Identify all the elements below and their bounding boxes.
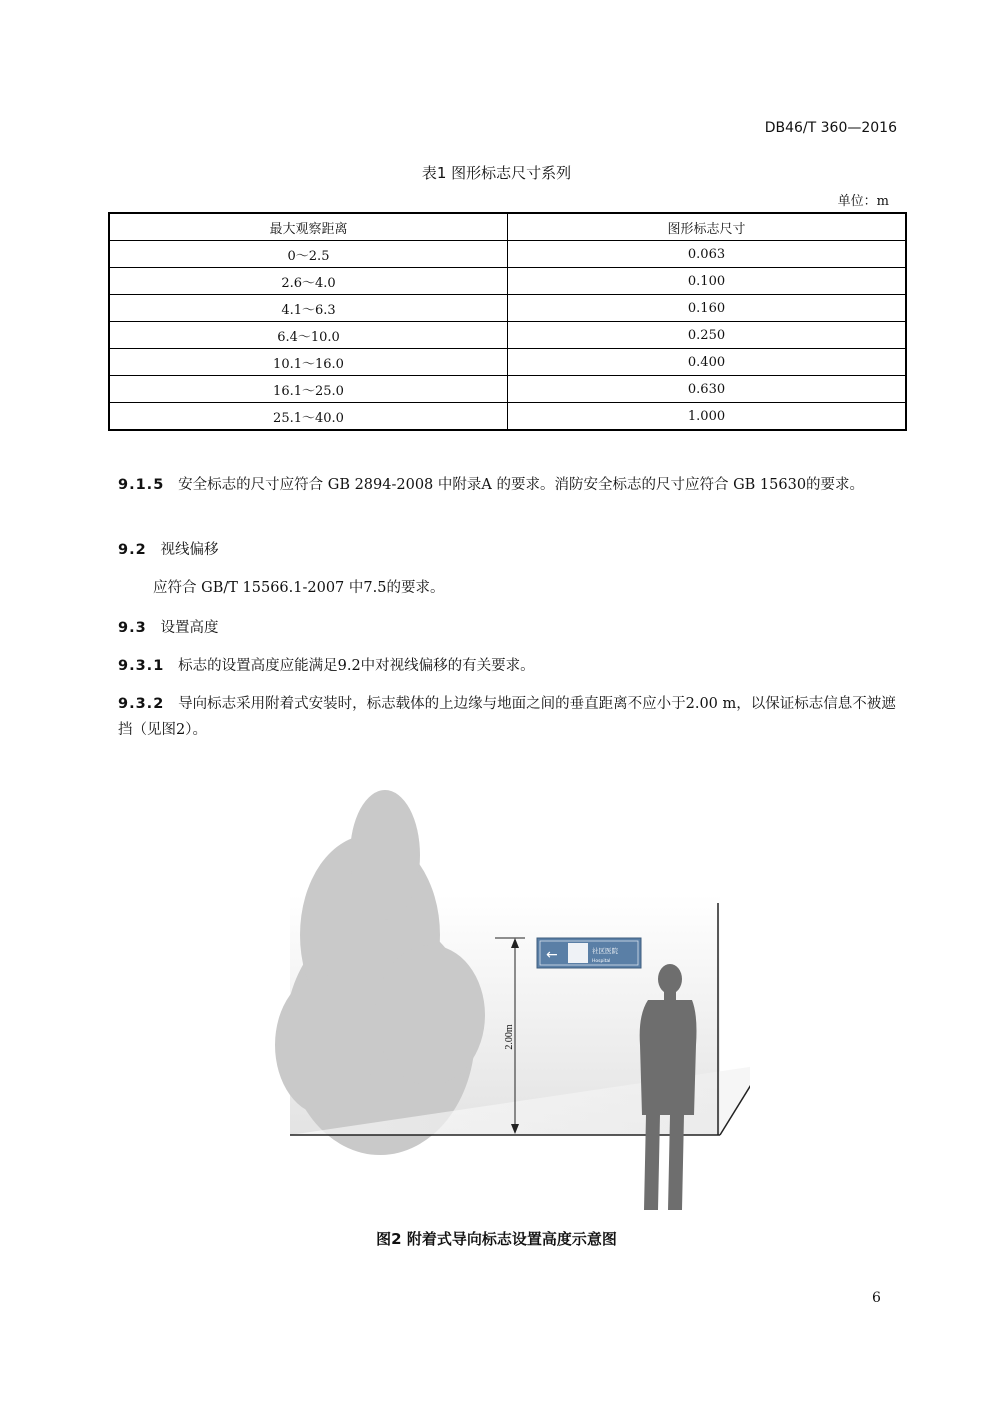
clause-9-3-2 [118, 691, 898, 743]
distance-cell: 10.1～16.0 [109, 349, 508, 376]
figure-caption: 图2 附着式导向标志设置高度示意图 [376, 1230, 617, 1248]
table-header-row [109, 213, 906, 241]
sign-hospital-label: 社区医院 [592, 947, 618, 955]
heading-number: 9.2 [118, 542, 147, 558]
distance-cell: 4.1～6.3 [109, 295, 508, 322]
size-cell: 0.400 [508, 349, 907, 376]
size-cell: 0.630 [508, 376, 907, 403]
table-row [109, 295, 906, 322]
table-row [109, 376, 906, 403]
size-cell: 0.063 [508, 241, 907, 268]
clause-9-2-text: 应符合 GB/T 15566.1-2007 中7.5的要求。 [153, 580, 445, 596]
clause-number: 9.1.5 [118, 477, 165, 493]
sign-arrow-icon: ← [546, 947, 558, 963]
heading-number: 9.3 [118, 620, 147, 636]
document-code: DB46/T 360—2016 [764, 120, 897, 136]
table-row [109, 349, 906, 376]
table-unit: 单位：m [837, 194, 889, 209]
clause-number: 9.3.1 [118, 658, 165, 674]
column-header-distance: 最大观察距离 [109, 213, 508, 241]
clause-9-1-5 [118, 472, 898, 498]
table-row [109, 268, 906, 295]
clause-text: 导向标志采用附着式安装时，标志载体的上边缘与地面之间的垂直距离不应小于2.00 m，以保证标志信息不被遮挡（见图2）。 [118, 696, 896, 738]
table-row [109, 403, 906, 431]
person-silhouette [640, 964, 697, 1210]
clause-9-3-1 [118, 653, 898, 679]
size-cell: 0.160 [508, 295, 907, 322]
size-cell: 1.000 [508, 403, 907, 431]
clause-text: 安全标志的尺寸应符合 GB 2894-2008 中附录A 的要求。消防安全标志的尺寸应符合 GB 15630的要求。 [178, 477, 865, 493]
distance-cell: 0～2.5 [109, 241, 508, 268]
heading-title: 视线偏移 [160, 542, 219, 558]
table-row [109, 241, 906, 268]
heading-9-3 [118, 615, 898, 641]
size-cell: 0.250 [508, 322, 907, 349]
heading-title: 设置高度 [160, 620, 219, 636]
clause-text: 标志的设置高度应能满足9.2中对视线偏移的有关要求。 [178, 658, 535, 674]
guide-sign [537, 938, 641, 968]
table-title: 表1 图形标志尺寸系列 [421, 164, 572, 182]
sign-hospital-sublabel: Hospital [592, 959, 611, 964]
size-cell: 0.100 [508, 268, 907, 295]
sign-hospital-icon [568, 943, 588, 963]
column-header-size: 图形标志尺寸 [508, 213, 907, 241]
dimension-label: 2.00m [504, 1024, 515, 1050]
figure-2-illustration [230, 785, 750, 1215]
size-table [108, 212, 907, 431]
distance-cell: 16.1～25.0 [109, 376, 508, 403]
heading-9-2 [118, 537, 898, 563]
distance-cell: 2.6～4.0 [109, 268, 508, 295]
clause-number: 9.3.2 [118, 696, 165, 712]
distance-cell: 25.1～40.0 [109, 403, 508, 431]
page-number: 6 [872, 1290, 881, 1306]
table-row [109, 322, 906, 349]
distance-cell: 6.4～10.0 [109, 322, 508, 349]
tree-silhouette [275, 790, 485, 1155]
